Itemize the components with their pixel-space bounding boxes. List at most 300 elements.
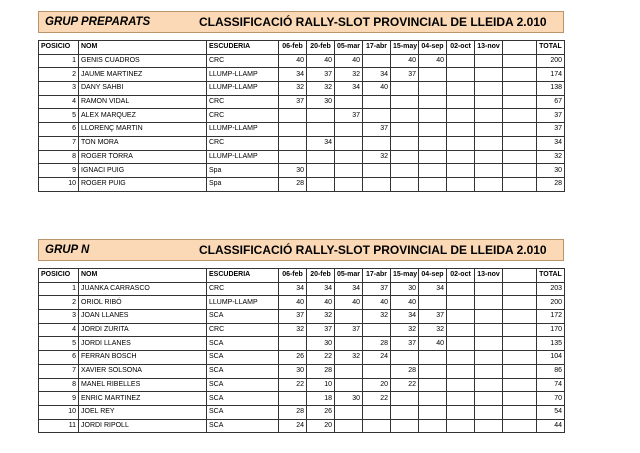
score-cell: 34 — [279, 282, 307, 296]
table-row — [39, 405, 565, 419]
score-cell — [335, 378, 363, 392]
score-cell — [447, 378, 475, 392]
score-cell: 24 — [279, 419, 307, 433]
driver-name-cell: JAUME MARTINEZ — [79, 68, 207, 82]
header-date: 13-nov — [475, 41, 503, 55]
score-cell: 32 — [279, 82, 307, 96]
header-date: 06-feb — [279, 41, 307, 55]
table-row — [39, 310, 565, 324]
score-cell — [475, 123, 503, 137]
score-cell: 40 — [279, 54, 307, 68]
table-row — [39, 296, 565, 310]
position-cell: 1 — [39, 54, 79, 68]
score-cell — [363, 323, 391, 337]
score-cell — [419, 296, 447, 310]
score-cell: 30 — [279, 364, 307, 378]
total-cell: 200 — [537, 296, 565, 310]
score-cell: 32 — [363, 150, 391, 164]
score-cell — [447, 123, 475, 137]
table-row — [39, 378, 565, 392]
total-cell: 32 — [537, 150, 565, 164]
classification-title: CLASSIFICACIÓ RALLY-SLOT PROVINCIAL DE LLEIDA 2.010 — [199, 15, 547, 29]
score-cell: 22 — [307, 351, 335, 365]
score-cell: 34 — [307, 282, 335, 296]
team-cell: SCA — [207, 310, 279, 324]
driver-name-cell: JOEL REY — [79, 405, 207, 419]
score-cell: 22 — [391, 378, 419, 392]
table-row — [39, 177, 565, 191]
position-cell: 9 — [39, 392, 79, 406]
position-cell: 2 — [39, 68, 79, 82]
score-cell — [419, 109, 447, 123]
score-cell — [363, 364, 391, 378]
score-cell — [447, 405, 475, 419]
score-cell: 32 — [307, 310, 335, 324]
header-date: 20-feb — [307, 269, 335, 283]
driver-name-cell: JORDI LLANES — [79, 337, 207, 351]
score-cell: 34 — [307, 136, 335, 150]
score-cell: 40 — [335, 296, 363, 310]
position-cell: 6 — [39, 351, 79, 365]
position-cell: 8 — [39, 378, 79, 392]
empty-cell — [503, 150, 537, 164]
table-row — [39, 164, 565, 178]
score-cell — [363, 405, 391, 419]
driver-name-cell: TON MORA — [79, 136, 207, 150]
score-cell — [391, 123, 419, 137]
header-date: 17-abr — [363, 41, 391, 55]
team-cell: LLUMP-LLAMP — [207, 296, 279, 310]
empty-cell — [503, 405, 537, 419]
driver-name-cell: MANEL RIBELLES — [79, 378, 207, 392]
total-cell: 37 — [537, 109, 565, 123]
score-cell — [335, 164, 363, 178]
score-cell: 30 — [307, 95, 335, 109]
table-row — [39, 150, 565, 164]
score-cell: 22 — [279, 378, 307, 392]
score-cell: 34 — [419, 282, 447, 296]
header-date: 06-feb — [279, 269, 307, 283]
empty-cell — [503, 392, 537, 406]
position-cell: 5 — [39, 109, 79, 123]
empty-cell — [503, 364, 537, 378]
header-date: 04-sep — [419, 269, 447, 283]
score-cell — [307, 123, 335, 137]
score-cell — [475, 296, 503, 310]
score-cell — [419, 364, 447, 378]
empty-cell — [503, 296, 537, 310]
score-cell — [335, 337, 363, 351]
driver-name-cell: ALEX MARQUEZ — [79, 109, 207, 123]
table-row — [39, 95, 565, 109]
empty-cell — [503, 123, 537, 137]
team-cell: LLUMP-LLAMP — [207, 68, 279, 82]
score-cell — [335, 136, 363, 150]
team-cell: LLUMP-LLAMP — [207, 150, 279, 164]
score-cell — [475, 164, 503, 178]
position-cell: 8 — [39, 150, 79, 164]
score-cell: 40 — [335, 54, 363, 68]
score-cell — [447, 109, 475, 123]
score-cell: 32 — [335, 351, 363, 365]
score-cell — [419, 392, 447, 406]
driver-name-cell: ENRIC MARTINEZ — [79, 392, 207, 406]
header-total: TOTAL — [537, 41, 565, 55]
section-banner — [38, 11, 564, 33]
score-cell — [335, 364, 363, 378]
score-cell: 32 — [363, 310, 391, 324]
total-cell: 172 — [537, 310, 565, 324]
score-cell — [279, 136, 307, 150]
total-cell: 170 — [537, 323, 565, 337]
score-cell: 30 — [335, 392, 363, 406]
score-cell — [447, 282, 475, 296]
score-cell: 40 — [391, 296, 419, 310]
driver-name-cell: JORDI RIPOLL — [79, 419, 207, 433]
header-total: TOTAL — [537, 269, 565, 283]
score-cell — [335, 405, 363, 419]
header-date: 04-sep — [419, 41, 447, 55]
table-row — [39, 82, 565, 96]
score-cell: 30 — [307, 337, 335, 351]
table-row — [39, 54, 565, 68]
score-cell — [447, 136, 475, 150]
team-cell: SCA — [207, 364, 279, 378]
score-cell: 40 — [363, 296, 391, 310]
score-cell: 28 — [363, 337, 391, 351]
table-row — [39, 392, 565, 406]
score-cell: 37 — [363, 123, 391, 137]
score-cell — [335, 419, 363, 433]
score-cell: 34 — [335, 282, 363, 296]
header-date: 20-feb — [307, 41, 335, 55]
score-cell — [447, 95, 475, 109]
team-cell: CRC — [207, 95, 279, 109]
score-cell — [419, 68, 447, 82]
score-cell — [419, 82, 447, 96]
position-cell: 4 — [39, 95, 79, 109]
score-cell — [475, 405, 503, 419]
driver-name-cell: FERRAN BOSCH — [79, 351, 207, 365]
score-cell — [475, 337, 503, 351]
score-cell — [475, 54, 503, 68]
driver-name-cell: JOAN LLANES — [79, 310, 207, 324]
score-cell — [475, 177, 503, 191]
table-row — [39, 68, 565, 82]
position-cell: 11 — [39, 419, 79, 433]
score-cell — [475, 282, 503, 296]
team-cell: SCA — [207, 351, 279, 365]
team-cell: CRC — [207, 323, 279, 337]
total-cell: 203 — [537, 282, 565, 296]
score-cell — [419, 95, 447, 109]
score-cell — [279, 109, 307, 123]
score-cell: 34 — [391, 310, 419, 324]
score-cell: 30 — [279, 164, 307, 178]
position-cell: 3 — [39, 82, 79, 96]
total-cell: 86 — [537, 364, 565, 378]
empty-cell — [503, 323, 537, 337]
score-cell — [447, 296, 475, 310]
classification-title: CLASSIFICACIÓ RALLY-SLOT PROVINCIAL DE LLEIDA 2.010 — [199, 243, 547, 257]
score-cell — [391, 109, 419, 123]
score-cell: 34 — [279, 68, 307, 82]
total-cell: 200 — [537, 54, 565, 68]
position-cell: 9 — [39, 164, 79, 178]
score-cell — [419, 123, 447, 137]
empty-cell — [503, 337, 537, 351]
empty-cell — [503, 351, 537, 365]
score-cell: 37 — [363, 282, 391, 296]
team-cell: CRC — [207, 109, 279, 123]
score-cell: 22 — [363, 392, 391, 406]
position-cell: 4 — [39, 323, 79, 337]
score-cell: 34 — [335, 82, 363, 96]
score-cell: 37 — [307, 323, 335, 337]
score-cell — [279, 392, 307, 406]
score-cell: 24 — [363, 351, 391, 365]
score-cell — [475, 323, 503, 337]
total-cell: 30 — [537, 164, 565, 178]
score-cell — [307, 109, 335, 123]
score-cell: 37 — [279, 95, 307, 109]
score-cell — [363, 95, 391, 109]
driver-name-cell: RAMON VIDAL — [79, 95, 207, 109]
score-cell — [391, 419, 419, 433]
table-row — [39, 109, 565, 123]
score-cell — [447, 364, 475, 378]
group-name: GRUP N — [45, 244, 90, 256]
score-cell: 37 — [279, 310, 307, 324]
empty-cell — [503, 164, 537, 178]
score-cell — [475, 364, 503, 378]
header-nom: NOM — [79, 41, 207, 55]
total-cell: 135 — [537, 337, 565, 351]
score-cell: 37 — [335, 109, 363, 123]
score-cell: 37 — [419, 310, 447, 324]
empty-cell — [503, 177, 537, 191]
score-cell — [391, 82, 419, 96]
score-cell — [307, 150, 335, 164]
empty-cell — [503, 82, 537, 96]
score-cell — [391, 351, 419, 365]
header-posicio: POSICIO — [39, 269, 79, 283]
position-cell: 10 — [39, 405, 79, 419]
score-cell — [447, 337, 475, 351]
total-cell: 37 — [537, 123, 565, 137]
score-cell — [391, 392, 419, 406]
header-date: 15-may — [391, 41, 419, 55]
score-cell: 18 — [307, 392, 335, 406]
position-cell: 5 — [39, 337, 79, 351]
table-row — [39, 364, 565, 378]
score-cell: 37 — [335, 323, 363, 337]
position-cell: 7 — [39, 364, 79, 378]
score-cell — [363, 109, 391, 123]
total-cell: 70 — [537, 392, 565, 406]
score-cell — [391, 164, 419, 178]
score-cell: 40 — [419, 54, 447, 68]
table-row — [39, 419, 565, 433]
score-cell: 40 — [279, 296, 307, 310]
score-cell — [419, 405, 447, 419]
score-cell — [447, 68, 475, 82]
driver-name-cell: ROGER PUIG — [79, 177, 207, 191]
header-escuderia: ESCUDERIA — [207, 269, 279, 283]
total-cell: 67 — [537, 95, 565, 109]
score-cell: 37 — [391, 68, 419, 82]
score-cell — [307, 177, 335, 191]
empty-cell — [503, 282, 537, 296]
header-date: 02-oct — [447, 41, 475, 55]
score-cell — [419, 136, 447, 150]
score-cell — [475, 109, 503, 123]
score-cell — [279, 150, 307, 164]
table-row — [39, 123, 565, 137]
team-cell: SCA — [207, 378, 279, 392]
score-cell — [447, 150, 475, 164]
empty-cell — [503, 269, 537, 283]
score-cell — [419, 419, 447, 433]
header-date: 13-nov — [475, 269, 503, 283]
score-cell — [363, 136, 391, 150]
section-banner — [38, 239, 564, 261]
score-cell: 28 — [391, 364, 419, 378]
score-cell: 10 — [307, 378, 335, 392]
team-cell: SCA — [207, 392, 279, 406]
table-row — [39, 323, 565, 337]
score-cell: 32 — [419, 323, 447, 337]
score-cell: 20 — [307, 419, 335, 433]
score-cell: 28 — [307, 364, 335, 378]
score-cell: 32 — [335, 68, 363, 82]
score-cell — [419, 378, 447, 392]
standings-table — [38, 40, 565, 192]
score-cell — [447, 392, 475, 406]
driver-name-cell: IGNACI PUIG — [79, 164, 207, 178]
total-cell: 54 — [537, 405, 565, 419]
score-cell — [391, 405, 419, 419]
position-cell: 2 — [39, 296, 79, 310]
driver-name-cell: XAVIER SOLSONA — [79, 364, 207, 378]
team-cell: SCA — [207, 337, 279, 351]
score-cell: 28 — [279, 177, 307, 191]
score-cell — [335, 123, 363, 137]
position-cell: 6 — [39, 123, 79, 137]
total-cell: 138 — [537, 82, 565, 96]
score-cell — [447, 54, 475, 68]
score-cell — [475, 150, 503, 164]
score-cell — [363, 419, 391, 433]
total-cell: 104 — [537, 351, 565, 365]
driver-name-cell: JUANKA CARRASCO — [79, 282, 207, 296]
header-date: 02-oct — [447, 269, 475, 283]
header-nom: NOM — [79, 269, 207, 283]
score-cell — [475, 351, 503, 365]
header-posicio: POSICIO — [39, 41, 79, 55]
empty-cell — [503, 68, 537, 82]
header-date: 05-mar — [335, 269, 363, 283]
score-cell: 37 — [391, 337, 419, 351]
score-cell — [363, 54, 391, 68]
empty-cell — [503, 419, 537, 433]
score-cell — [447, 164, 475, 178]
score-cell — [419, 150, 447, 164]
score-cell — [447, 323, 475, 337]
score-cell — [363, 177, 391, 191]
score-cell — [447, 310, 475, 324]
header-row — [39, 41, 565, 55]
score-cell — [475, 419, 503, 433]
score-cell — [391, 136, 419, 150]
score-cell — [391, 95, 419, 109]
total-cell: 44 — [537, 419, 565, 433]
score-cell — [335, 150, 363, 164]
score-cell — [391, 177, 419, 191]
score-cell — [475, 68, 503, 82]
score-cell — [419, 164, 447, 178]
total-cell: 74 — [537, 378, 565, 392]
score-cell: 37 — [307, 68, 335, 82]
score-cell: 20 — [363, 378, 391, 392]
driver-name-cell: GENIS CUADROS — [79, 54, 207, 68]
header-date: 05-mar — [335, 41, 363, 55]
group-name: GRUP PREPARATS — [45, 16, 151, 28]
score-cell — [419, 351, 447, 365]
driver-name-cell: ORIOL RIBÓ — [79, 296, 207, 310]
team-cell: CRC — [207, 136, 279, 150]
score-cell: 26 — [307, 405, 335, 419]
header-date: 15-may — [391, 269, 419, 283]
team-cell: CRC — [207, 54, 279, 68]
header-date: 17-abr — [363, 269, 391, 283]
empty-cell — [503, 109, 537, 123]
score-cell: 32 — [307, 82, 335, 96]
total-cell: 34 — [537, 136, 565, 150]
score-cell — [475, 310, 503, 324]
score-cell: 40 — [363, 82, 391, 96]
empty-cell — [503, 54, 537, 68]
score-cell: 32 — [391, 323, 419, 337]
score-cell — [419, 177, 447, 191]
team-cell: SCA — [207, 405, 279, 419]
empty-cell — [503, 41, 537, 55]
score-cell — [447, 351, 475, 365]
total-cell: 28 — [537, 177, 565, 191]
score-cell: 40 — [391, 54, 419, 68]
score-cell: 30 — [391, 282, 419, 296]
score-cell — [279, 337, 307, 351]
empty-cell — [503, 378, 537, 392]
position-cell: 10 — [39, 177, 79, 191]
score-cell — [447, 419, 475, 433]
score-cell — [335, 95, 363, 109]
score-cell — [447, 177, 475, 191]
header-escuderia: ESCUDERIA — [207, 41, 279, 55]
position-cell: 7 — [39, 136, 79, 150]
team-cell: Spa — [207, 177, 279, 191]
score-cell: 34 — [363, 68, 391, 82]
table-row — [39, 136, 565, 150]
score-cell — [475, 392, 503, 406]
score-cell: 26 — [279, 351, 307, 365]
score-cell — [307, 164, 335, 178]
score-cell — [391, 150, 419, 164]
score-cell — [447, 82, 475, 96]
driver-name-cell: ROGER TORRA — [79, 150, 207, 164]
driver-name-cell: JORDI ZURITA — [79, 323, 207, 337]
score-cell — [475, 95, 503, 109]
